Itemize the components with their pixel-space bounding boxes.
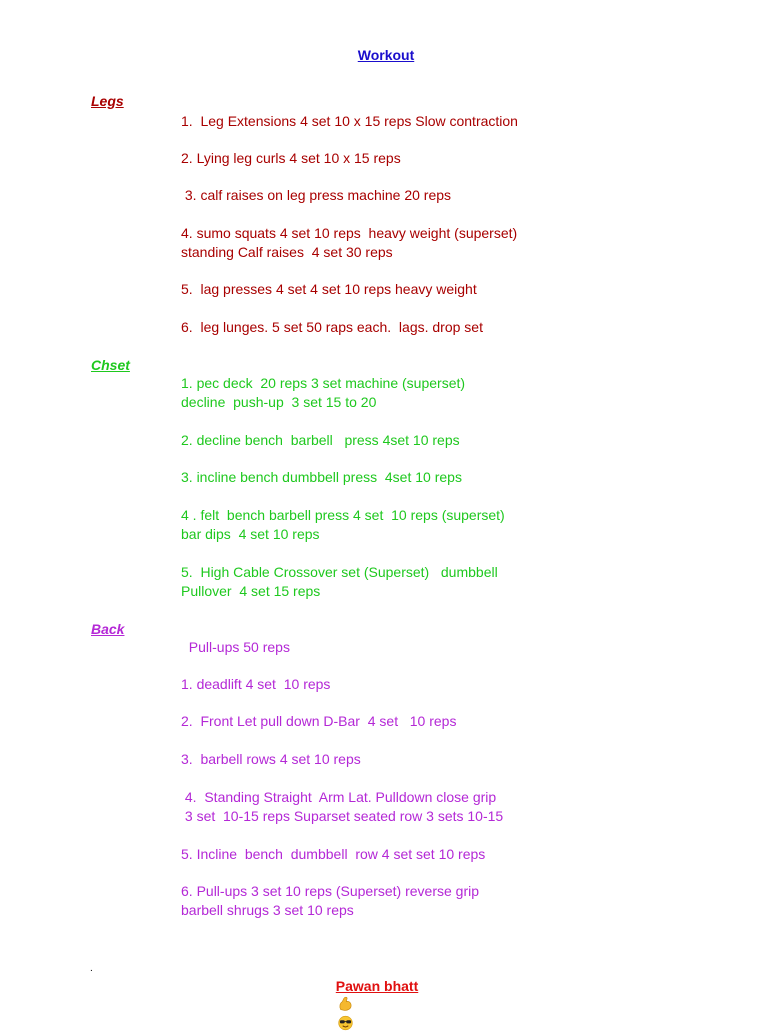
- exercise-line: 4 . felt bench barbell press 4 set 10 reps (superset): [181, 507, 505, 523]
- back-item-1: [181, 675, 330, 694]
- exercise-line: 4. Standing Straight Arm Lat. Pulldown close grip: [181, 789, 497, 805]
- exercise-line: 6. Pull-ups 3 set 10 reps (Superset) reverse grip: [181, 883, 480, 899]
- exercise-line: barbell shrugs 3 set 10 reps: [181, 901, 354, 918]
- back-item-3: [181, 750, 361, 769]
- legs-item-5: [181, 280, 477, 299]
- page-title: Workout: [357, 47, 415, 63]
- chest-item-5: [181, 563, 498, 600]
- exercise-line: 3. barbell rows 4 set 10 reps: [181, 751, 361, 767]
- exercise-line: 3. calf raises on leg press machine 20 reps: [181, 187, 452, 203]
- exercise-line: 2. decline bench barbell press 4set 10 reps: [181, 432, 460, 448]
- legs-item-1: [181, 112, 518, 131]
- exercise-line: 1. Leg Extensions 4 set 10 x 15 reps Slow contraction: [181, 113, 518, 129]
- exercise-line: 2. Front Let pull down D-Bar 4 set 10 reps: [181, 713, 457, 729]
- sunglasses-face-icon: [337, 1015, 354, 1031]
- legs-item-3: [181, 186, 451, 205]
- chest-item-1: [181, 374, 465, 411]
- exercise-line: 5. lag presses 4 set 4 set 10 reps heavy weight: [181, 281, 477, 297]
- back-item-2: [181, 712, 456, 731]
- back-item-6: [181, 882, 479, 919]
- chest-item-4: [181, 506, 505, 543]
- exercise-line: standing Calf raises 4 set 30 reps: [181, 243, 393, 260]
- chest-heading: Chset: [91, 357, 130, 373]
- flexed-biceps-icon: [337, 996, 354, 1012]
- exercise-line: 5. Incline bench dumbbell row 4 set set 10 reps: [181, 846, 486, 862]
- legs-heading: Legs: [91, 93, 124, 109]
- exercise-line: 4. sumo squats 4 set 10 reps heavy weight (superset): [181, 225, 518, 241]
- exercise-line: Pull-ups 50 reps: [181, 639, 290, 655]
- exercise-line: decline push-up 3 set 15 to 20: [181, 393, 377, 410]
- exercise-line: 5. High Cable Crossover set (Superset) dumbbell: [181, 564, 498, 580]
- exercise-line: 1. pec deck 20 reps 3 set machine (superset): [181, 375, 466, 391]
- exercise-line: 2. Lying leg curls 4 set 10 x 15 reps: [181, 150, 401, 166]
- exercise-line: bar dips 4 set 10 reps: [181, 525, 320, 542]
- signature: [328, 958, 418, 1032]
- back-item-5: [181, 845, 485, 864]
- exercise-line: 3. incline bench dumbbell press 4set 10 reps: [181, 469, 462, 485]
- author-name: Pawan bhatt: [335, 977, 419, 994]
- back-item-pullups: [181, 638, 290, 657]
- exercise-line: 1. deadlift 4 set 10 reps: [181, 676, 331, 692]
- footer-dot: .: [90, 963, 93, 974]
- back-item-4: [181, 788, 503, 825]
- back-heading: Back: [91, 621, 125, 637]
- legs-item-6: [181, 318, 483, 337]
- chest-item-2: [181, 431, 460, 450]
- legs-item-2: [181, 149, 401, 168]
- exercise-line: 3 set 10-15 reps Suparset seated row 3 sets 10-15: [181, 807, 504, 824]
- legs-item-4: [181, 224, 517, 261]
- exercise-line: Pullover 4 set 15 reps: [181, 582, 321, 599]
- exercise-line: 6. leg lunges. 5 set 50 raps each. lags. drop set: [181, 319, 483, 335]
- chest-item-3: [181, 468, 462, 487]
